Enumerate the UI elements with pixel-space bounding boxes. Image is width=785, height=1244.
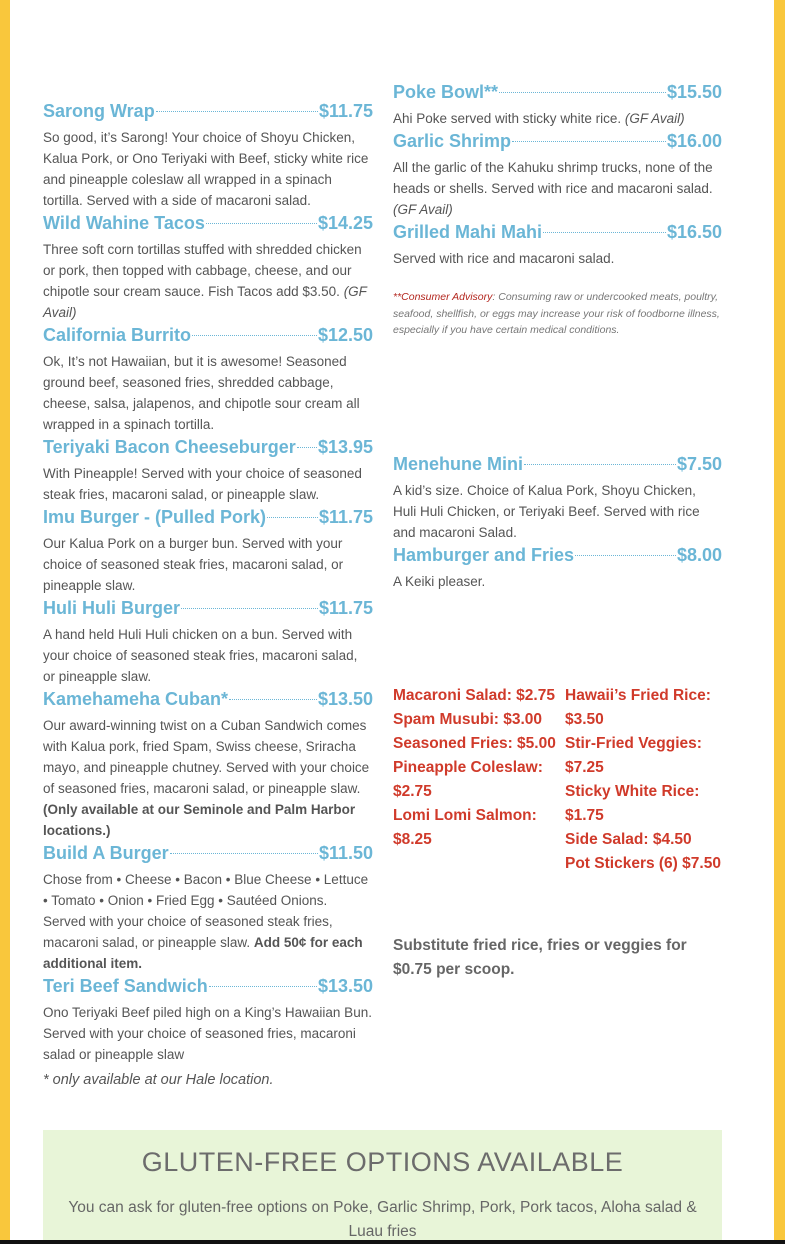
dot-leader bbox=[512, 141, 666, 142]
item-price: $15.50 bbox=[666, 82, 722, 102]
item-price: $11.75 bbox=[318, 598, 373, 618]
dot-leader bbox=[499, 92, 666, 93]
item-header bbox=[393, 543, 722, 567]
dot-leader bbox=[543, 232, 666, 233]
side-item: Pot Stickers (6) $7.50 bbox=[565, 855, 721, 872]
item-desc-text: Served with rice and macaroni salad. bbox=[393, 251, 615, 266]
dot-leader bbox=[575, 555, 676, 556]
item-name: Kamehameha Cuban* bbox=[43, 689, 229, 709]
item-price: $11.75 bbox=[318, 507, 373, 527]
item-desc-text: Chose from • Cheese • Bacon • Blue Cheese • Lettuce • Tomato • Onion • Fried Egg • Sautéed Onions. Served with your choice of seasoned steak fries, macaroni salad, or pineapple slaw. bbox=[43, 872, 369, 950]
item-desc-text: A hand held Huli Huli chicken on a bun. Served with your choice of seasoned steak fries, macaroni salad, or pineapple slaw. bbox=[43, 627, 358, 684]
item-description bbox=[43, 463, 373, 505]
dot-leader bbox=[192, 335, 317, 336]
dot-leader bbox=[209, 986, 317, 987]
item-header bbox=[43, 99, 373, 123]
dot-leader bbox=[181, 608, 318, 609]
item-desc-text: Ahi Poke served with sticky white rice. bbox=[393, 111, 622, 126]
item-name: Huli Huli Burger bbox=[43, 598, 181, 618]
item-header bbox=[43, 974, 373, 998]
side-item: Spam Musubi: $3.00 bbox=[393, 711, 543, 728]
gluten-free-text: You can ask for gluten-free options on Poke, Garlic Shrimp, Pork, Pork tacos, Aloha salad & Luau fries bbox=[68, 1199, 697, 1240]
item-header bbox=[43, 596, 373, 620]
side-item: Lomi Lomi Salmon: $8.25 bbox=[393, 807, 537, 848]
gf-note: (GF Avail) bbox=[624, 111, 685, 126]
item-name: Grilled Mahi Mahi bbox=[393, 222, 543, 242]
item-header bbox=[393, 452, 722, 476]
item-name: Wild Wahine Tacos bbox=[43, 213, 205, 233]
item-desc-text: A kid’s size. Choice of Kalua Pork, Shoyu Chicken, Huli Huli Chicken, or Teriyaki Beef. Served with rice and macaroni Salad. bbox=[393, 483, 700, 540]
item-header bbox=[43, 211, 373, 235]
item-description bbox=[393, 108, 722, 129]
right-menu-column bbox=[393, 80, 722, 349]
item-desc-text: A Keiki pleaser. bbox=[393, 574, 486, 589]
sides-left-column bbox=[393, 684, 565, 876]
item-price: $12.50 bbox=[317, 325, 373, 345]
item-price: $11.75 bbox=[318, 101, 373, 121]
item-name: California Burrito bbox=[43, 325, 192, 345]
item-header bbox=[43, 323, 373, 347]
side-item: Seasoned Fries: $5.00 bbox=[393, 735, 556, 752]
item-description bbox=[43, 869, 373, 974]
item-description bbox=[43, 351, 373, 435]
dot-leader bbox=[206, 223, 317, 224]
hale-location-footnote: * only available at our Hale location. bbox=[43, 1072, 274, 1088]
sides-section bbox=[393, 684, 722, 876]
item-desc-text: Ok, It’s not Hawaiian, but it is awesome! Seasoned ground beef, seasoned fries, shredded cabbage, cheese, salsa, jalapenos, and chipotle sour cream all wrapped in a spinach tortilla. bbox=[43, 354, 360, 432]
item-name: Teri Beef Sandwich bbox=[43, 976, 208, 996]
item-price: $13.50 bbox=[317, 976, 373, 996]
item-description bbox=[393, 248, 722, 269]
dot-leader bbox=[170, 853, 318, 854]
item-price: $8.00 bbox=[676, 545, 722, 565]
bottom-edge-bar bbox=[0, 1240, 785, 1244]
gf-note: (GF Avail) bbox=[393, 202, 453, 217]
dot-leader bbox=[524, 464, 676, 465]
consumer-advisory bbox=[393, 289, 722, 339]
menu-item-teriyaki-bacon-cheeseburger bbox=[43, 435, 373, 505]
menu-item-garlic-shrimp bbox=[393, 129, 722, 220]
side-item: Hawaii’s Fried Rice: $3.50 bbox=[565, 687, 711, 728]
left-menu-column bbox=[43, 99, 373, 1065]
item-description bbox=[393, 157, 722, 220]
kids-menu-section bbox=[393, 452, 722, 592]
item-name: Menehune Mini bbox=[393, 454, 523, 474]
menu-item-imu-burger bbox=[43, 505, 373, 596]
addon-note: Add 50¢ for each additional item. bbox=[43, 935, 363, 971]
menu-item-build-a-burger bbox=[43, 841, 373, 974]
item-name: Build A Burger bbox=[43, 843, 169, 863]
side-item: Sticky White Rice: $1.75 bbox=[565, 783, 700, 824]
substitute-note: Substitute fried rice, fries or veggies for $0.75 per scoop. bbox=[393, 937, 687, 978]
menu-item-grilled-mahi-mahi bbox=[393, 220, 722, 269]
menu-item-huli-huli-burger bbox=[43, 596, 373, 687]
location-note: (Only available at our Seminole and Palm Harbor locations.) bbox=[43, 802, 356, 838]
item-description bbox=[43, 624, 373, 687]
item-desc-text: So good, it’s Sarong! Your choice of Shoyu Chicken, Kalua Pork, or Ono Teriyaki with Beef, sticky white rice and pineapple coleslaw all wrapped in a spinach tortilla. Served with a side of macaroni salad. bbox=[43, 130, 369, 208]
item-desc-text: All the garlic of the Kahuku shrimp trucks, none of the heads or shells. Served with rice and macaroni salad. bbox=[393, 160, 713, 196]
advisory-label: **Consumer Advisory bbox=[393, 291, 493, 303]
item-price: $16.00 bbox=[666, 131, 722, 151]
item-desc-text: Our Kalua Pork on a burger bun. Served with your choice of seasoned steak fries, macaroni salad, or pineapple slaw. bbox=[43, 536, 344, 593]
item-name: Teriyaki Bacon Cheeseburger bbox=[43, 437, 296, 457]
item-price: $13.95 bbox=[317, 437, 373, 457]
menu-item-hamburger-and-fries bbox=[393, 543, 722, 592]
item-description bbox=[393, 571, 722, 592]
menu-item-menehune-mini bbox=[393, 452, 722, 543]
item-header bbox=[393, 220, 722, 244]
side-item: Pineapple Coleslaw: $2.75 bbox=[393, 759, 543, 800]
item-name: Garlic Shrimp bbox=[393, 131, 512, 151]
item-header bbox=[43, 435, 373, 459]
item-price: $7.50 bbox=[676, 454, 722, 474]
item-name: Hamburger and Fries bbox=[393, 545, 575, 565]
side-item: Side Salad: $4.50 bbox=[565, 831, 692, 848]
item-desc-text: Our award-winning twist on a Cuban Sandwich comes with Kalua pork, fried Spam, Swiss cheese, Sriracha mayo, and pineapple chutney. Served with your choice of seasoned fries, macaroni salad, or pineapple slaw. bbox=[43, 718, 370, 796]
item-price: $11.50 bbox=[318, 843, 373, 863]
item-name: Imu Burger - (Pulled Pork) bbox=[43, 507, 267, 527]
dot-leader bbox=[156, 111, 318, 112]
gluten-free-title: GLUTEN-FREE OPTIONS AVAILABLE bbox=[141, 1147, 624, 1177]
item-desc-text: With Pineapple! Served with your choice of seasoned steak fries, macaroni salad, or pineapple slaw. bbox=[43, 466, 362, 502]
item-header bbox=[43, 687, 373, 711]
side-item: Macaroni Salad: $2.75 bbox=[393, 687, 555, 704]
item-description bbox=[43, 715, 373, 841]
item-desc-text: Three soft corn tortillas stuffed with shredded chicken or pork, then topped with cabbage, cheese, and our chipotle sour cream sauce. Fish Tacos add $3.50. bbox=[43, 242, 362, 299]
menu-item-kamehameha-cuban bbox=[43, 687, 373, 841]
item-header bbox=[393, 80, 722, 104]
item-header bbox=[43, 505, 373, 529]
menu-item-wild-wahine-tacos bbox=[43, 211, 373, 323]
advisory-text: : Consuming raw or undercooked meats, poultry, seafood, shellfish, or eggs may increase your risk of foodborne illness, especially if you have certain medical conditions. bbox=[393, 291, 720, 336]
dot-leader bbox=[229, 699, 317, 700]
gluten-free-banner bbox=[43, 1130, 722, 1240]
dot-leader bbox=[267, 517, 318, 518]
gf-note: (GF Avail) bbox=[43, 284, 367, 320]
item-description bbox=[43, 127, 373, 211]
item-header bbox=[43, 841, 373, 865]
menu-item-sarong-wrap bbox=[43, 99, 373, 211]
menu-item-poke-bowl bbox=[393, 80, 722, 129]
item-desc-text: Ono Teriyaki Beef piled high on a King’s Hawaiian Bun. Served with your choice of seasoned fries, macaroni salad or pineapple slaw bbox=[43, 1005, 372, 1062]
item-price: $14.25 bbox=[317, 213, 373, 233]
item-price: $16.50 bbox=[666, 222, 722, 242]
menu-item-california-burrito bbox=[43, 323, 373, 435]
item-description bbox=[43, 239, 373, 323]
item-name: Sarong Wrap bbox=[43, 101, 155, 121]
item-description bbox=[43, 533, 373, 596]
dot-leader bbox=[297, 447, 317, 448]
side-item: Stir-Fried Veggies: $7.25 bbox=[565, 735, 702, 776]
sides-right-column bbox=[565, 684, 722, 876]
item-header bbox=[393, 129, 722, 153]
menu-item-teri-beef-sandwich bbox=[43, 974, 373, 1065]
item-price: $13.50 bbox=[317, 689, 373, 709]
item-name: Poke Bowl** bbox=[393, 82, 499, 102]
item-description bbox=[43, 1002, 373, 1065]
item-description bbox=[393, 480, 722, 543]
